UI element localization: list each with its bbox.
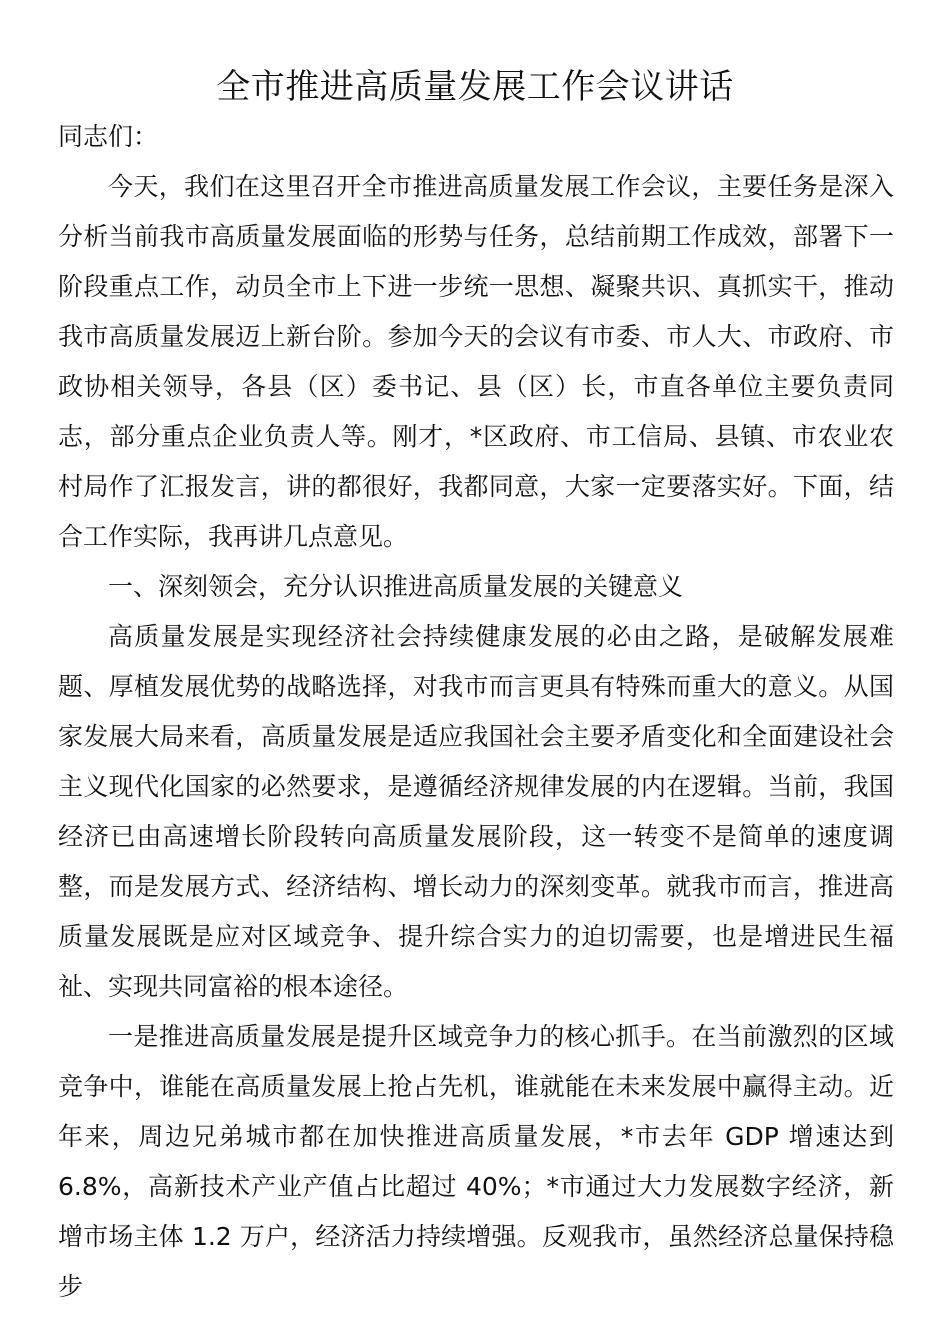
document-body: [58, 112, 894, 1312]
paragraph-opening: 今天，我们在这里召开全市推进高质量发展工作会议，主要任务是深入分析当前我市高质量发展面临的形势与任务，总结前期工作成效，部署下一阶段重点工作，动员全市上下进一步统一思想、凝聚共识、真抓实干，推动我市高质量发展迈上新台阶。参加今天的会议有市委、市人大、市政府、市政协相关领导，各县（区）委书记、县（区）长，市直各单位主要负责同志，部分重点企业负责人等。刚才，*区政府、市工信局、县镇、市农业农村局作了汇报发言，讲的都很好，我都同意，大家一定要落实好。下面，结合工作实际，我再讲几点意见。: [58, 172, 894, 551]
section-heading-1: 一、深刻领会，充分认识推进高质量发展的关键意义: [108, 572, 684, 601]
document-title: 全市推进高质量发展工作会议讲话: [216, 67, 734, 107]
paragraph-point-1: 一是推进高质量发展是提升区域竞争力的核心抓手。在当前激烈的区域竞争中，谁能在高质量发展上抢占先机，谁就能在未来发展中赢得主动。近年来，周边兄弟城市都在加快推进高质量发展，*市去年 GDP 增速达到 6.8%，高新技术产业产值占比超过 40%；*市通过大力发展数字经济，新增市场主体 1.2 万户，经济活力持续增强。反观我市，虽然经济总量保持稳步: [58, 1022, 894, 1301]
paragraph-significance: 高质量发展是实现经济社会持续健康发展的必由之路，是破解发展难题、厚植发展优势的战略选择，对我市而言更具有特殊而重大的意义。从国家发展大局来看，高质量发展是适应我国社会主要矛盾变化和全面建设社会主义现代化国家的必然要求，是遵循经济规律发展的内在逻辑。当前，我国经济已由高速增长阶段转向高质量发展阶段，这一转变不是简单的速度调整，而是发展方式、经济结构、增长动力的深刻变革。就我市而言，推进高质量发展既是应对区域竞争、提升综合实力的迫切需要，也是增进民生福祉、实现共同富裕的根本途径。: [58, 622, 894, 1001]
salutation: 同志们：: [58, 122, 159, 151]
